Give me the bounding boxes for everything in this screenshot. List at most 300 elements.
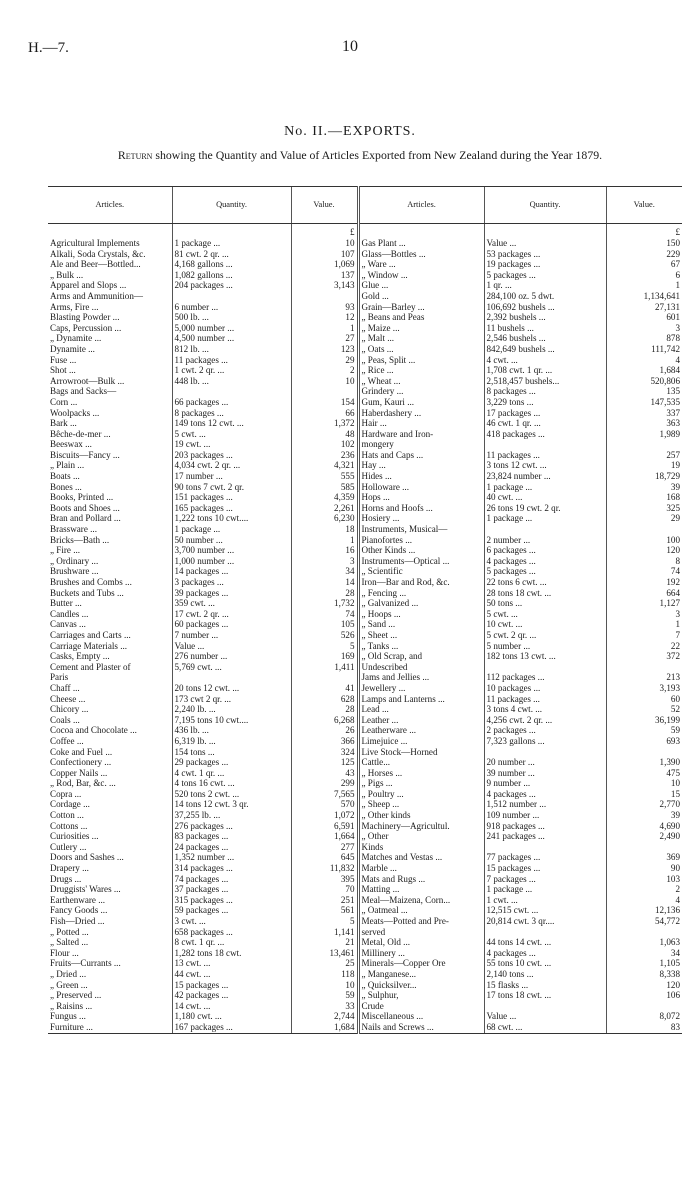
left-value-cell: 1,684 — [291, 1022, 358, 1033]
left-value-cell: 118 — [291, 969, 358, 980]
right-quantity-cell: 3 tons 12 cwt. ... — [484, 460, 606, 471]
right-quantity-cell: 20 number ... — [484, 757, 606, 768]
left-value-cell: 27 — [291, 333, 358, 344]
left-quantity-cell: 4 cwt. 1 qr. ... — [172, 768, 291, 779]
left-quantity-cell: 6,319 lb. ... — [172, 736, 291, 747]
right-value-cell: 103 — [606, 874, 682, 885]
left-article-cell: Bark ... — [50, 418, 77, 429]
right-article-cell: Haberdashery ... — [358, 408, 484, 419]
left-article-cell: Copper Nails ... — [50, 767, 108, 778]
table-row — [48, 598, 682, 609]
left-quantity-cell: 59 packages ... — [172, 905, 291, 916]
page-reference: H.—7. — [28, 40, 69, 56]
left-value-cell: 5 — [291, 916, 358, 927]
left-article-cell: Arrowroot—Bulk ... — [50, 375, 125, 386]
right-quantity-cell: 109 number ... — [484, 810, 606, 821]
left-value-cell: 251 — [291, 895, 358, 906]
left-article-cell: Caps, Percussion ... — [50, 322, 122, 333]
left-quantity-cell: 17 number ... — [172, 471, 291, 482]
left-article-cell: Flour ... — [50, 947, 79, 958]
table-row — [48, 704, 682, 715]
right-value-cell: 601 — [606, 312, 682, 323]
right-article-cell: Limejuice ... — [358, 736, 484, 747]
left-value-cell: 324 — [291, 747, 358, 758]
exports-table — [48, 186, 682, 1034]
left-quantity-cell: 37 packages ... — [172, 884, 291, 895]
left-value-cell: 277 — [291, 842, 358, 853]
left-quantity-cell: 812 lb. ... — [172, 344, 291, 355]
table-row — [48, 460, 682, 471]
left-quantity-cell: 50 number ... — [172, 535, 291, 546]
left-quantity-cell: 14 cwt. ... — [172, 1001, 291, 1012]
right-quantity-cell: 11 bushels ... — [484, 323, 606, 334]
table-row — [48, 874, 682, 885]
left-value-cell: 4,359 — [291, 492, 358, 503]
right-article-cell: „ Galvanized ... — [358, 598, 484, 609]
left-article-cell: Blasting Powder ... — [50, 312, 120, 323]
right-quantity-cell: 182 tons 13 cwt. ... — [484, 651, 606, 662]
left-article-cell: Carriages and Carts ... — [50, 629, 131, 640]
left-article-cell: Boots and Shoes ... — [50, 502, 120, 513]
table-row — [48, 619, 682, 630]
left-article-cell: Fuse ... — [50, 354, 77, 365]
table-row — [48, 1011, 682, 1022]
left-value-cell: 28 — [291, 588, 358, 599]
left-article-cell: „ Potted ... — [50, 926, 89, 937]
right-value-cell: 18,729 — [606, 471, 682, 482]
right-value-cell: 3 — [606, 609, 682, 620]
left-quantity-cell: 1 package ... — [172, 238, 291, 249]
left-article-cell: Chicory ... — [50, 704, 89, 715]
left-quantity-cell: 315 packages ... — [172, 895, 291, 906]
table-row — [48, 333, 682, 344]
left-value-cell: 43 — [291, 768, 358, 779]
right-value-cell: 257 — [606, 450, 682, 461]
left-value-cell: 16 — [291, 545, 358, 556]
left-value-cell: 236 — [291, 450, 358, 461]
right-quantity-cell: 5 cwt. 2 qr. ... — [484, 630, 606, 641]
table-row — [48, 418, 682, 429]
right-article-cell: Metal, Old ... — [358, 937, 484, 948]
right-quantity-cell: 4 cwt. ... — [484, 355, 606, 366]
right-quantity-cell: 12,515 cwt. ... — [484, 905, 606, 916]
right-value-cell: 7 — [606, 630, 682, 641]
right-value-cell: 34 — [606, 948, 682, 959]
right-quantity-cell: 1 qr. ... — [484, 280, 606, 291]
left-article-cell: Paris — [50, 672, 69, 683]
left-quantity-cell: 165 packages ... — [172, 503, 291, 514]
right-article-cell: „ Manganese... — [358, 969, 484, 980]
right-value-cell: 106 — [606, 990, 682, 1001]
left-value-cell: 1,732 — [291, 598, 358, 609]
left-value-cell: 74 — [291, 609, 358, 620]
left-article-cell: Dynamite ... — [50, 343, 95, 354]
table-row — [48, 630, 682, 641]
right-quantity-cell: 106,692 bushels ... — [484, 302, 606, 313]
right-quantity-cell: 8 packages ... — [484, 386, 606, 397]
left-value-cell: 70 — [291, 884, 358, 895]
left-value-cell: 1,411 — [291, 662, 358, 673]
right-value-cell: 878 — [606, 333, 682, 344]
right-article-cell: Machinery—Agricultul. — [358, 821, 484, 832]
left-article-cell: Druggists' Wares ... — [50, 884, 121, 895]
right-value-cell — [606, 747, 682, 758]
right-value-cell: 12,136 — [606, 905, 682, 916]
right-article-cell: „ Sulphur, — [358, 990, 484, 1001]
left-value-cell: 33 — [291, 1001, 358, 1012]
right-article-cell: Undescribed — [358, 662, 484, 673]
right-value-cell: 83 — [606, 1022, 682, 1033]
left-quantity-cell: 39 packages ... — [172, 588, 291, 599]
right-quantity-cell: 68 cwt. ... — [484, 1022, 606, 1033]
left-value-cell: 3,143 — [291, 280, 358, 291]
right-value-cell: 2,490 — [606, 831, 682, 842]
table-row — [48, 789, 682, 800]
left-article-cell: Doors and Sashes ... — [50, 852, 124, 863]
right-quantity-cell: 39 number ... — [484, 768, 606, 779]
table-row — [48, 747, 682, 758]
table-row — [48, 429, 682, 440]
right-value-cell: 369 — [606, 852, 682, 863]
table-row — [48, 725, 682, 736]
left-quantity-cell: 66 packages ... — [172, 397, 291, 408]
left-article-cell: Fancy Goods ... — [50, 905, 108, 916]
left-value-cell: 123 — [291, 344, 358, 355]
right-quantity-cell: 7 packages ... — [484, 874, 606, 885]
right-article-cell: „ Malt ... — [358, 333, 484, 344]
right-quantity-cell: 11 packages ... — [484, 450, 606, 461]
table-row — [48, 566, 682, 577]
table-row — [48, 609, 682, 620]
right-value-cell: 90 — [606, 863, 682, 874]
left-article-cell: Cocoa and Chocolate ... — [50, 725, 137, 736]
right-value-cell: 1,063 — [606, 937, 682, 948]
left-article-cell: „ Preserved ... — [50, 990, 102, 1001]
left-article-cell: Bran and Pollard ... — [50, 513, 121, 524]
left-value-cell: 25 — [291, 958, 358, 969]
right-quantity-cell: 10 cwt. ... — [484, 619, 606, 630]
right-value-cell — [606, 1001, 682, 1012]
left-quantity-cell: 44 cwt. ... — [172, 969, 291, 980]
right-value-cell: 325 — [606, 503, 682, 514]
left-quantity-cell: 4,500 number ... — [172, 333, 291, 344]
right-value-cell: 3,193 — [606, 683, 682, 694]
right-article-cell: „ Oats ... — [358, 344, 484, 355]
table-row — [48, 916, 682, 927]
right-value-cell: 111,742 — [606, 344, 682, 355]
left-article-cell: Arms, Fire ... — [50, 301, 99, 312]
right-article-cell: Live Stock—Horned — [358, 747, 484, 758]
left-quantity-cell: 24 packages ... — [172, 842, 291, 853]
right-article-cell: Glue ... — [358, 280, 484, 291]
right-article-cell: „ Tanks ... — [358, 641, 484, 652]
right-value-cell: 1,390 — [606, 757, 682, 768]
left-quantity-cell: 5,769 cwt. ... — [172, 662, 291, 673]
left-value-cell: 41 — [291, 683, 358, 694]
right-article-cell: Leather ... — [358, 715, 484, 726]
table-row — [48, 344, 682, 355]
right-value-cell: 337 — [606, 408, 682, 419]
col-header-value: Value. — [291, 187, 358, 224]
right-value-cell: 39 — [606, 482, 682, 493]
left-article-cell: Bêche-de-mer ... — [50, 428, 111, 439]
right-quantity-cell: 842,649 bushels ... — [484, 344, 606, 355]
left-value-cell: 1,141 — [291, 927, 358, 938]
right-article-cell: Matches and Vestas ... — [358, 852, 484, 863]
left-quantity-cell: 151 packages ... — [172, 492, 291, 503]
left-quantity-cell: 359 cwt. ... — [172, 598, 291, 609]
left-quantity-cell — [172, 291, 291, 302]
right-article-cell: Horns and Hoofs ... — [358, 503, 484, 514]
right-article-cell: „ Fencing ... — [358, 588, 484, 599]
left-value-cell: 5 — [291, 641, 358, 652]
right-quantity-cell: 26 tons 19 cwt. 2 qr. — [484, 503, 606, 514]
left-value-cell: 154 — [291, 397, 358, 408]
right-article-cell: „ Peas, Split ... — [358, 355, 484, 366]
right-quantity-cell: 17 tons 18 cwt. ... — [484, 990, 606, 1001]
left-value-cell: 1 — [291, 323, 358, 334]
right-value-cell: 36,199 — [606, 715, 682, 726]
left-article-cell: Confectionery ... — [50, 757, 112, 768]
table-row — [48, 810, 682, 821]
left-article-cell: Bags and Sacks— — [50, 386, 117, 397]
left-value-cell: 2,744 — [291, 1011, 358, 1022]
right-article-cell: Hair ... — [358, 418, 484, 429]
left-quantity-cell: 167 packages ... — [172, 1022, 291, 1033]
right-article-cell: „ Sheep ... — [358, 799, 484, 810]
left-value-cell: 6,268 — [291, 715, 358, 726]
left-quantity-cell: 1 cwt. 2 qr. ... — [172, 365, 291, 376]
right-value-cell: 59 — [606, 725, 682, 736]
table-row — [48, 799, 682, 810]
left-quantity-cell: 60 packages ... — [172, 619, 291, 630]
left-article-cell: Boats ... — [50, 471, 80, 482]
left-value-cell: 10 — [291, 238, 358, 249]
right-article-cell: „ Beans and Peas — [358, 312, 484, 323]
left-article-cell: Cordage ... — [50, 799, 90, 810]
right-article-cell: „ Scientific — [358, 566, 484, 577]
left-quantity-cell: 42 packages ... — [172, 990, 291, 1001]
right-value-cell: 29 — [606, 513, 682, 524]
left-value-cell: 585 — [291, 482, 358, 493]
currency-symbol: £ — [291, 224, 358, 239]
right-quantity-cell: 17 packages ... — [484, 408, 606, 419]
table-row — [48, 588, 682, 599]
right-article-cell: Hosiery ... — [358, 513, 484, 524]
right-value-cell: 1,684 — [606, 365, 682, 376]
table-row — [48, 662, 682, 673]
right-article-cell: served — [358, 927, 484, 938]
right-article-cell: „ Horses ... — [358, 768, 484, 779]
right-value-cell: 15 — [606, 789, 682, 800]
left-value-cell: 299 — [291, 778, 358, 789]
left-article-cell: „ Dried ... — [50, 968, 87, 979]
right-article-cell: Pianofortes ... — [358, 535, 484, 546]
right-quantity-cell: 241 packages ... — [484, 831, 606, 842]
table-row — [48, 492, 682, 503]
left-quantity-cell: 1,180 cwt. ... — [172, 1011, 291, 1022]
left-article-cell: Bones ... — [50, 481, 82, 492]
right-quantity-cell — [484, 524, 606, 535]
left-quantity-cell: 3 cwt. ... — [172, 916, 291, 927]
right-article-cell: „ Hoops ... — [358, 609, 484, 620]
left-value-cell: 570 — [291, 799, 358, 810]
right-quantity-cell: 9 number ... — [484, 778, 606, 789]
left-article-cell: „ Rod, Bar, &c. ... — [50, 778, 116, 789]
left-article-cell: Brushware ... — [50, 566, 99, 577]
left-value-cell: 1,069 — [291, 259, 358, 270]
left-article-cell: Canvas ... — [50, 619, 86, 630]
right-quantity-cell: 2,518,457 bushels... — [484, 376, 606, 387]
left-article-cell: Woolpacks ... — [50, 407, 100, 418]
right-value-cell: 8 — [606, 556, 682, 567]
left-quantity-cell: 7 number ... — [172, 630, 291, 641]
right-value-cell: 19 — [606, 460, 682, 471]
right-quantity-cell: 15 packages ... — [484, 863, 606, 874]
table-row — [48, 694, 682, 705]
right-quantity-cell: 1,708 cwt. 1 qr. ... — [484, 365, 606, 376]
table-row — [48, 768, 682, 779]
left-quantity-cell: 3,700 number ... — [172, 545, 291, 556]
table-row — [48, 238, 682, 249]
left-quantity-cell: 1,282 tons 18 cwt. — [172, 948, 291, 959]
right-article-cell: „ Maize ... — [358, 323, 484, 334]
left-quantity-cell: 11 packages ... — [172, 355, 291, 366]
left-article-cell: Buckets and Tubs ... — [50, 587, 124, 598]
right-article-cell: Hats and Caps ... — [358, 450, 484, 461]
right-article-cell: „ Poultry ... — [358, 789, 484, 800]
left-quantity-cell: 8 cwt. 1 qr. ... — [172, 937, 291, 948]
left-article-cell: Furniture ... — [48, 1022, 172, 1033]
left-quantity-cell: 29 packages ... — [172, 757, 291, 768]
right-article-cell: „ Ware ... — [358, 259, 484, 270]
table-body — [48, 224, 682, 1034]
right-quantity-cell: 284,100 oz. 5 dwt. — [484, 291, 606, 302]
left-article-cell: „ Fire ... — [50, 545, 81, 556]
table-row — [48, 450, 682, 461]
right-quantity-cell: 53 packages ... — [484, 249, 606, 260]
left-article-cell: Fruits—Currants ... — [50, 958, 121, 969]
right-article-cell: Hops ... — [358, 492, 484, 503]
right-value-cell: 100 — [606, 535, 682, 546]
right-quantity-cell: 2 packages ... — [484, 725, 606, 736]
table-row — [48, 249, 682, 260]
right-value-cell: 39 — [606, 810, 682, 821]
table-row — [48, 471, 682, 482]
table-row — [48, 821, 682, 832]
table-row — [48, 577, 682, 588]
left-article-cell: Beeswax ... — [50, 439, 92, 450]
right-quantity-cell: 20,814 cwt. 3 qr.... — [484, 916, 606, 927]
currency-row — [48, 224, 682, 239]
right-value-cell: 3 — [606, 323, 682, 334]
right-value-cell: 192 — [606, 577, 682, 588]
right-quantity-cell: 4 packages ... — [484, 789, 606, 800]
left-quantity-cell: 276 number ... — [172, 651, 291, 662]
table-row — [48, 715, 682, 726]
left-value-cell: 93 — [291, 302, 358, 313]
left-article-cell: Fish—Dried ... — [50, 916, 105, 926]
left-quantity-cell: 19 cwt. ... — [172, 439, 291, 450]
page-subtitle — [60, 148, 660, 162]
table-row — [48, 365, 682, 376]
right-value-cell: 10 — [606, 778, 682, 789]
right-quantity-cell: 5 packages ... — [484, 566, 606, 577]
right-value-cell: 229 — [606, 249, 682, 260]
right-article-cell: Leatherware ... — [358, 725, 484, 736]
right-article-cell: Other Kinds ... — [358, 545, 484, 556]
left-quantity-cell: 14 tons 12 cwt. 3 qr. — [172, 799, 291, 810]
right-article-cell: Iron—Bar and Rod, &c. — [358, 577, 484, 588]
right-quantity-cell — [484, 439, 606, 450]
left-quantity-cell: 149 tons 12 cwt. ... — [172, 418, 291, 429]
right-quantity-cell: 55 tons 10 cwt. ... — [484, 958, 606, 969]
left-value-cell: 14 — [291, 577, 358, 588]
left-value-cell: 366 — [291, 736, 358, 747]
right-quantity-cell: 50 tons ... — [484, 598, 606, 609]
left-quantity-cell: 1 package ... — [172, 524, 291, 535]
table-row — [48, 980, 682, 991]
table-row — [48, 651, 682, 662]
left-value-cell: 26 — [291, 725, 358, 736]
right-article-cell: Marble ... — [358, 863, 484, 874]
right-article-cell: Hay ... — [358, 460, 484, 471]
right-article-cell: Cattle... — [358, 757, 484, 768]
right-quantity-cell: 6 packages ... — [484, 545, 606, 556]
right-quantity-cell — [484, 662, 606, 673]
left-value-cell: 395 — [291, 874, 358, 885]
right-value-cell: 120 — [606, 980, 682, 991]
left-article-cell: Chaff ... — [50, 682, 80, 693]
right-quantity-cell — [484, 842, 606, 853]
left-article-cell: Ale and Beer—Bottled... — [50, 259, 141, 270]
left-quantity-cell: 37,255 lb. ... — [172, 810, 291, 821]
left-quantity-cell: 4 tons 16 cwt. ... — [172, 778, 291, 789]
right-quantity-cell: 918 packages ... — [484, 821, 606, 832]
left-value-cell: 1,664 — [291, 831, 358, 842]
left-article-cell: Earthenware ... — [50, 894, 106, 905]
left-quantity-cell: 314 packages ... — [172, 863, 291, 874]
right-article-cell: mongery — [358, 439, 484, 450]
left-quantity-cell: 154 tons ... — [172, 747, 291, 758]
right-article-cell: „ Other — [358, 831, 484, 842]
left-value-cell: 34 — [291, 566, 358, 577]
left-quantity-cell: 203 packages ... — [172, 450, 291, 461]
right-value-cell: 1,134,641 — [606, 291, 682, 302]
left-article-cell: Alkali, Soda Crystals, &c. — [50, 248, 146, 259]
left-quantity-cell: 1,222 tons 10 cwt.... — [172, 513, 291, 524]
left-article-cell: Bricks—Bath ... — [50, 534, 110, 545]
right-quantity-cell: 7,323 gallons ... — [484, 736, 606, 747]
right-quantity-cell: 3 tons 4 cwt. ... — [484, 704, 606, 715]
right-article-cell: Minerals—Copper Ore — [358, 958, 484, 969]
right-value-cell: 67 — [606, 259, 682, 270]
left-value-cell: 28 — [291, 704, 358, 715]
right-value-cell — [606, 662, 682, 673]
right-value-cell: 1,127 — [606, 598, 682, 609]
left-quantity-cell: 1,352 number ... — [172, 852, 291, 863]
table-row — [48, 312, 682, 323]
right-value-cell — [606, 927, 682, 938]
right-value-cell: 4,690 — [606, 821, 682, 832]
left-article-cell: Cottons ... — [50, 820, 88, 831]
left-value-cell: 105 — [291, 619, 358, 630]
left-value-cell: 137 — [291, 270, 358, 281]
right-value-cell: 4 — [606, 895, 682, 906]
table-row — [48, 937, 682, 948]
left-quantity-cell: 3 packages ... — [172, 577, 291, 588]
left-article-cell: Candles ... — [50, 608, 89, 619]
